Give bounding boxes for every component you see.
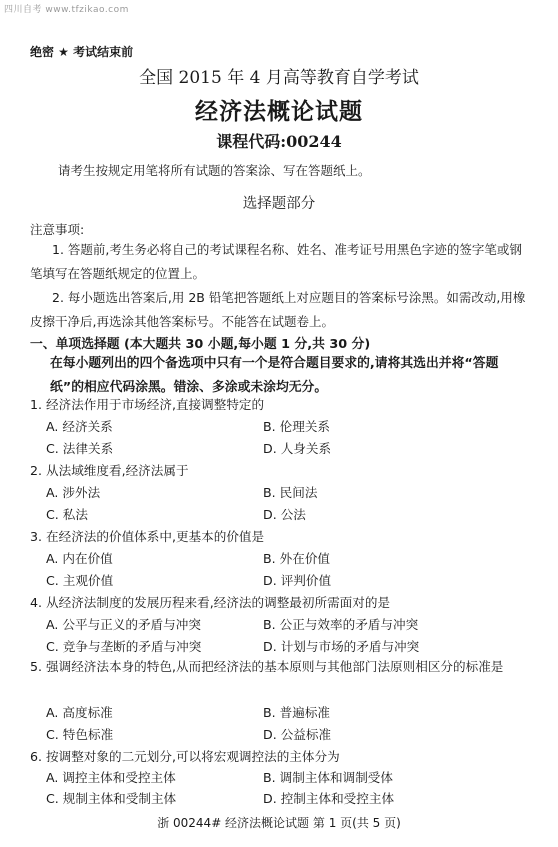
question-stem-4: 4. 从经济法制度的发展历程来看,经济法的调整最初所需面对的是	[30, 595, 391, 610]
option-2c: C. 私法	[46, 507, 88, 522]
option-3a: A. 内在价值	[46, 551, 113, 566]
exam-name: 全国 2015 年 4 月高等教育自学考试	[139, 68, 419, 88]
course-code: 课程代码:00244	[216, 132, 342, 151]
option-4c: C. 竞争与垄断的矛盾与冲突	[46, 639, 202, 654]
question-stem-1: 1. 经济法作用于市场经济,直接调整特定的	[30, 397, 265, 412]
option-2b: B. 民间法	[263, 485, 318, 500]
question-stem-6: 6. 按调整对象的二元划分,可以将宏观调控法的主体分为	[30, 749, 340, 764]
page-title: 经济法概论试题	[195, 98, 363, 125]
option-3d: D. 评判价值	[263, 573, 332, 588]
option-6d: D. 控制主体和受控主体	[263, 791, 395, 806]
option-5a: A. 高度标准	[46, 705, 113, 720]
option-1d: D. 人身关系	[263, 441, 332, 456]
option-1a: A. 经济关系	[46, 419, 113, 434]
question-stem-3: 3. 在经济法的价值体系中,更基本的价值是	[30, 529, 265, 544]
watermark: 四川自考 www.tfzikao.com	[4, 5, 129, 15]
option-5b: B. 普遍标准	[263, 705, 331, 720]
question-stem-5: 5. 强调经济法本身的特色,从而把经济法的基本原则与其他部门法原则相区分的标准是	[30, 659, 504, 674]
option-2a: A. 涉外法	[46, 485, 101, 500]
option-6a: A. 调控主体和受控主体	[46, 770, 176, 785]
note-item-1: 1. 答题前,考生务必将自己的考试课程名称、姓名、准考证号用黑色字迹的签字笔或钢笔填写在答题纸规定的位置上。	[30, 242, 522, 281]
option-3b: B. 外在价值	[263, 551, 331, 566]
question-stem-2: 2. 从法域维度看,经济法属于	[30, 463, 189, 478]
option-3c: C. 主观价值	[46, 573, 114, 588]
option-4a: A. 公平与正义的矛盾与冲突	[46, 617, 201, 632]
note-item-2: 2. 每小题选出答案后,用 2B 铅笔把答题纸上对应题目的答案标号涂黑。如需改动,用橡皮擦干净后,再选涂其他答案标号。不能答在试题卷上。	[30, 290, 526, 329]
part-title: 选择题部分	[242, 196, 316, 212]
option-1c: C. 法律关系	[46, 441, 114, 456]
page-footer: 浙 00244# 经济法概论试题 第 1 页(共 5 页)	[157, 816, 401, 830]
option-1b: B. 伦理关系	[263, 419, 331, 434]
instruction-text: 请考生按规定用笔将所有试题的答案涂、写在答题纸上。	[58, 163, 371, 178]
confidential-label: 绝密 ★ 考试结束前	[30, 45, 134, 59]
option-2d: D. 公法	[263, 507, 306, 522]
option-6b: B. 调制主体和调制受体	[263, 770, 393, 785]
option-6c: C. 规制主体和受制主体	[46, 791, 177, 806]
option-5c: C. 特色标准	[46, 727, 114, 742]
option-4d: D. 计划与市场的矛盾与冲突	[263, 639, 420, 654]
section-note: 在每小题列出的四个备选项中只有一个是符合题目要求的,请将其选出并将“答题纸”的相应代码涂黑。错涂、多涂或未涂均无分。	[50, 356, 499, 395]
notes-heading: 注意事项:	[30, 222, 85, 237]
section-heading: 一、单项选择题 (本大题共 30 小题,每小题 1 分,共 30 分)	[30, 337, 371, 352]
option-5d: D. 公益标准	[263, 727, 332, 742]
option-4b: B. 公正与效率的矛盾与冲突	[263, 617, 419, 632]
